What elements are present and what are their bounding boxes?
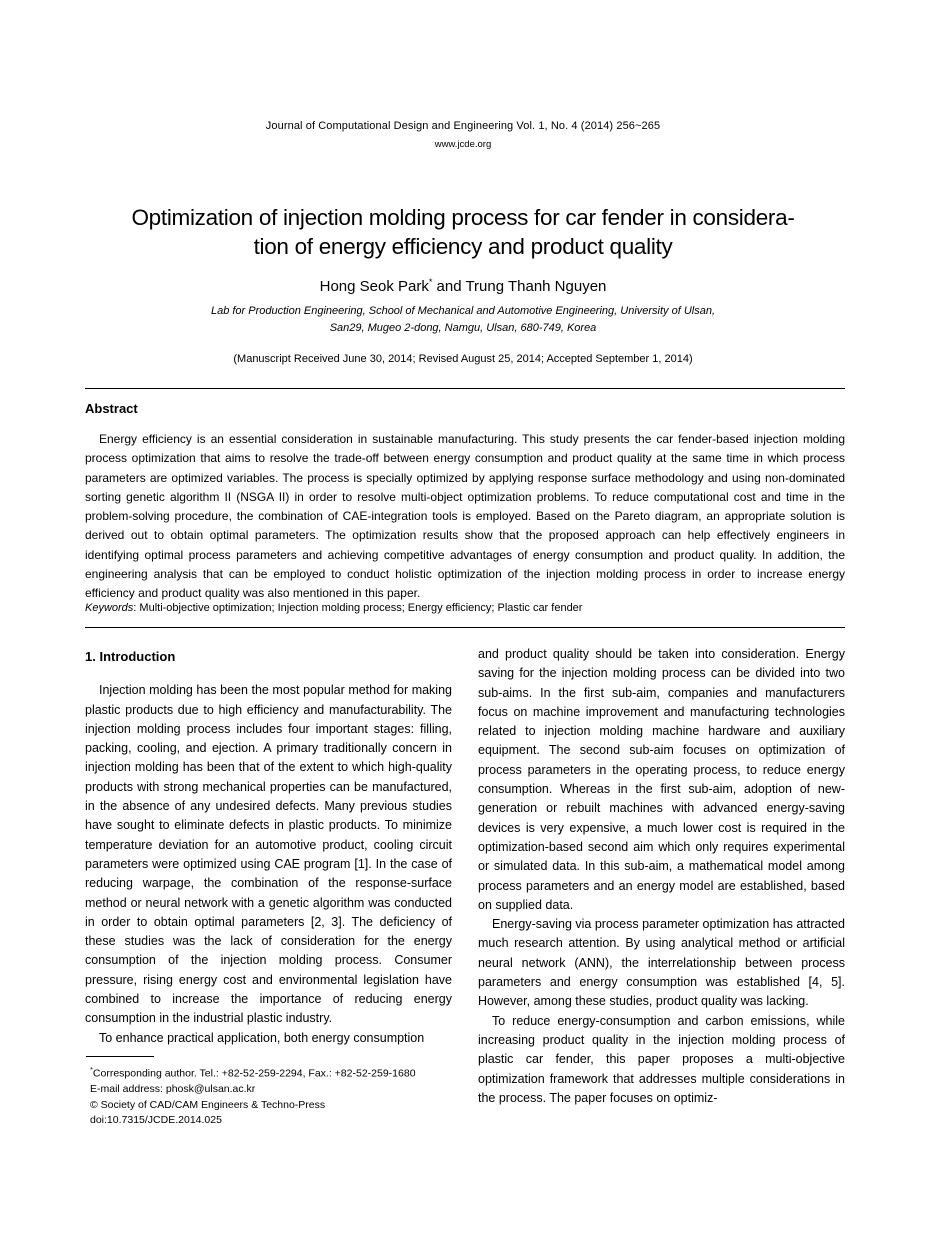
authors-line — [0, 277, 926, 295]
footnote-divider — [86, 1056, 154, 1057]
journal-url: www.jcde.org — [434, 139, 492, 150]
abstract-text: Energy efficiency is an essential consideration in sustainable manufacturing. This study presents the car fender-based injection molding process optimization that aims to resolve the trade-off between energy consumption and product quality at the same time in which process parameters are optimized variables. The process is specially optimized by applying response surface methodology and using non-dominated sorting genetic algorithm II (NSGA II) in order to resolve multi-object optimization problems. To reduce computational cost and time in the problem-solving procedure, the combination of CAE-integration tools is employed. Based on the Pareto diagram, an appropriate solution is derived out to obtain optimal parameters. The optimization results show that the proposed approach can help effectively engineers in identifying optimal process parameters and achieving competitive advantages of energy consumption and product quality. In addition, the engineering analysis that can be employed to conduct holistic optimization of the injection molding process in order to increase energy efficiency and product quality was also mentioned in this paper. — [85, 432, 845, 601]
section-heading-introduction: 1. Introduction — [85, 649, 176, 664]
paper-title-line2: tion of energy efficiency and product quality — [253, 234, 673, 259]
paper-title — [83, 203, 843, 261]
email-note: E-mail address: phosk@ulsan.ac.kr — [90, 1083, 256, 1095]
copyright-note: © Society of CAD/CAM Engineers & Techno-Press — [90, 1098, 326, 1111]
keywords-label: Keywords — [85, 602, 134, 614]
affiliation-line2: San29, Mugeo 2-dong, Namgu, Ulsan, 680-749, Korea — [329, 322, 597, 334]
author-asterisk: * — [428, 277, 433, 287]
divider-top — [85, 388, 845, 389]
author-name: Hong Seok Park — [319, 278, 429, 295]
abstract-heading: Abstract — [85, 401, 138, 416]
intro-left-paragraph-2: To enhance practical application, both energy consumption — [99, 1030, 425, 1045]
manuscript-dates: (Manuscript Received June 30, 2014; Revised August 25, 2014; Accepted September 1, 2014) — [233, 353, 693, 365]
left-column — [85, 645, 452, 1108]
paper-title-line1: Optimization of injection molding process for car fender in considera- — [131, 205, 795, 230]
intro-left-paragraph-1: Injection molding has been the most popular method for making plastic products due to high efficiency and manufacturability. The injection molding process includes four important stages: filling, packing, cooling, and ejection. A primary traditionally concern in injection molding has been that of the extent to which high-quality products with strong mechanical properties can be manufactured, in the absence of any undesired defects. Many previous studies have sought to eliminate defects in plastic products. To minimize temperature deviation for an automotive product, cooling circuit parameters were optimized using CAE program [1]. In the case of reducing warpage, the combination of the response-surface method or neural network with a genetic algorithm was conducted in order to obtain optimal parameters [2, 3]. The deficiency of these studies was the lack of consideration for the energy consumption of the injection molding process. Consumer pressure, rising energy cost and environmental legislation have combined to increase the importance of reducing energy consumption in the industrial plastic industry. — [85, 683, 452, 1026]
affiliation — [0, 303, 926, 337]
footnote — [85, 1056, 457, 1129]
body-columns — [85, 645, 845, 1108]
affiliation-line1: Lab for Production Engineering, School of Mechanical and Automotive Engineering, University of Ulsan, — [210, 305, 716, 317]
keywords-list: : Multi-objective optimization; Injection molding process; Energy efficiency; Plastic car fender — [133, 602, 583, 614]
right-column — [478, 645, 845, 1108]
corresponding-author-text: Corresponding author. Tel.: +82-52-259-2294, Fax.: +82-52-259-1680 — [92, 1067, 416, 1080]
intro-right-paragraph-3: To reduce energy-consumption and carbon emissions, while increasing product quality in the injection molding process of plastic car fender, this paper proposes a multi-objective optimization framework that addresses multiple considerations in the process. The paper focuses on optimiz- — [478, 1013, 845, 1105]
keywords-line — [85, 602, 845, 614]
intro-right-paragraph-2: Energy-saving via process parameter optimization has attracted much research attention. By using analytical method or artificial neural network (ANN), the interrelationship between process parameters and energy consumption was established [4, 5]. However, among these studies, product quality was lacking. — [478, 917, 845, 1009]
author-name-2: and Trung Thanh Nguyen — [432, 278, 607, 295]
divider-bottom — [85, 627, 845, 628]
footnote-asterisk: * — [90, 1065, 93, 1074]
intro-right-paragraph-1: and product quality should be taken into consideration. Energy saving for the injection molding process can be divided into two sub-aims. In the first sub-aim, companies and manufacturers focus on machine improvement and manufacturing technologies related to injection molding machine hardware and auxiliary equipment. The second sub-aim focuses on optimization of process parameters in the operating process, to reduce energy consumption. Whereas in the first sub-aim, adoption of new-generation or rebuilt machines with advanced energy-saving devices is very expensive, a much lower cost is required in the optimization-based second aim which only requires experimental or simulated data. In this sub-aim, a mathematical model among process parameters and an energy model are established, based on supplied data. — [478, 647, 845, 912]
corresponding-author-note — [85, 1062, 457, 1082]
journal-header: Journal of Computational Design and Engineering Vol. 1, No. 4 (2014) 256~265 — [265, 120, 661, 132]
doi: doi:10.7315/JCDE.2014.025 — [90, 1114, 222, 1126]
